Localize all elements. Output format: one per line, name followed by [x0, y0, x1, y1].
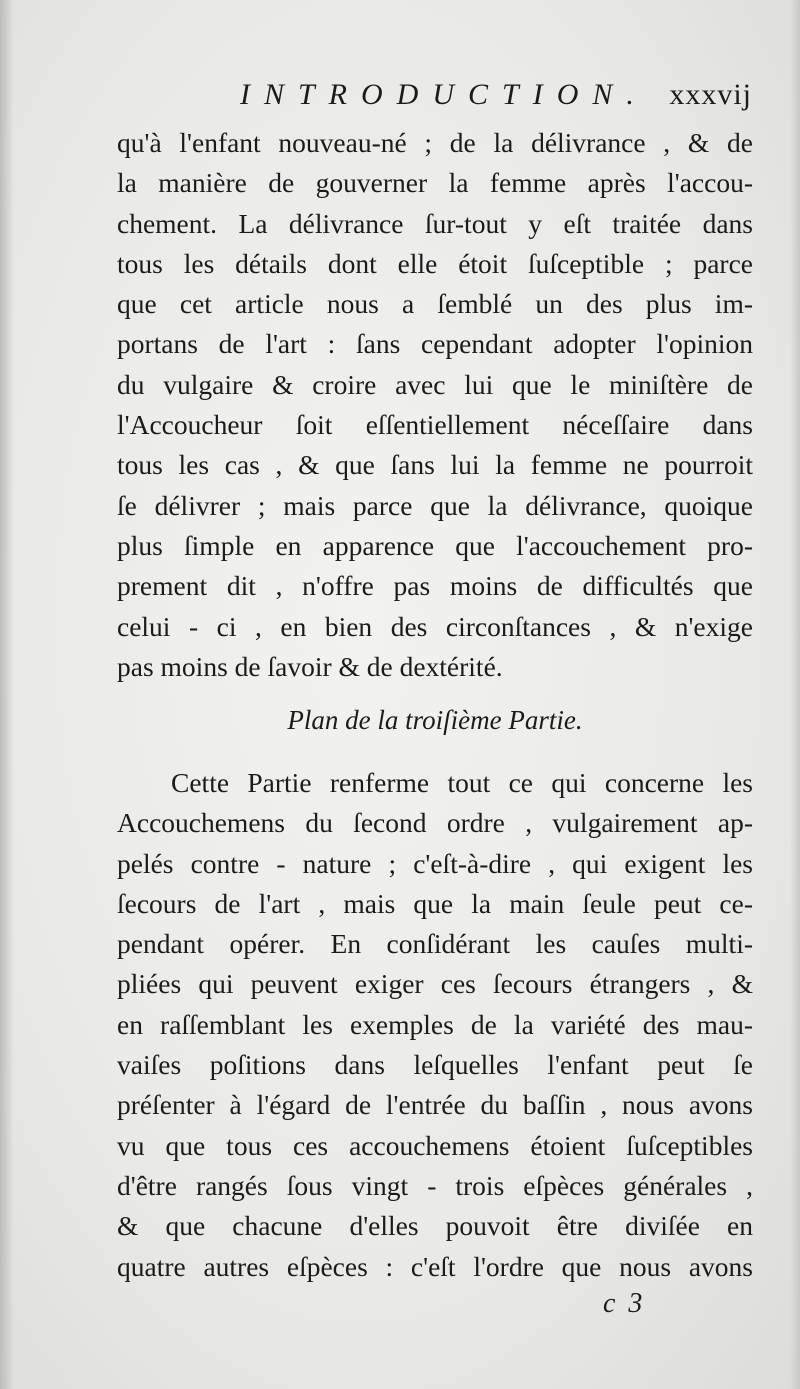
text-line: portans de l'art : ſans cependant adopter l'opinion — [117, 328, 753, 360]
text-line: & que chacune d'elles pouvoit être diviſée en — [117, 1210, 753, 1242]
text-line: tous les détails dont elle étoit ſuſceptible ; parce — [117, 247, 753, 279]
text-line: pelés contre - nature ; c'eſt-à-dire , qui exigent les — [117, 847, 753, 879]
paragraph-troisieme-partie — [117, 763, 753, 1287]
text-line: la manière de gouverner la femme après l'accou- — [117, 167, 753, 199]
text-line: Accouchemens du ſecond ordre , vulgairement ap- — [117, 807, 753, 839]
text-line: vaiſes poſitions dans leſquelles l'enfant peut ſe — [117, 1049, 753, 1081]
text-line: en raſſemblant les exemples de la variété des mau- — [117, 1008, 753, 1040]
section-heading: Plan de la troiſième Partie. — [287, 705, 583, 735]
text-line: ſe délivrer ; mais parce que la délivrance, quoique — [117, 489, 753, 521]
running-title: INTRODUCTION. — [240, 78, 648, 111]
running-head — [118, 78, 752, 118]
page-number: xxxvij — [669, 78, 752, 111]
text-line: quatre autres eſpèces : c'eſt l'ordre que nous avons — [117, 1250, 753, 1282]
signature-mark: c 3 — [603, 1288, 646, 1319]
text-line: ſecours de l'art , mais que la main ſeule peut ce- — [117, 887, 753, 919]
text-line: celui - ci , en bien des circonſtances , & n'exige — [117, 610, 753, 642]
text-line: que cet article nous a ſemblé un des plus im- — [117, 288, 753, 320]
text-line: pendant opérer. En conſidérant les cauſes multi- — [117, 928, 753, 960]
text-line: du vulgaire & croire avec lui que le miniſtère de — [117, 368, 753, 400]
text-line: préſenter à l'égard de l'entrée du baſſin , nous avons — [117, 1089, 753, 1121]
paragraph-delivrance — [117, 123, 753, 687]
text-line: d'être rangés ſous vingt - trois eſpèces générales , — [117, 1169, 753, 1201]
text-line: plus ſimple en apparence que l'accouchement pro- — [117, 529, 753, 561]
text-line: prement dit , n'offre pas moins de difficultés que — [117, 570, 753, 602]
text-line: tous les cas , & que ſans lui la femme ne pourroit — [117, 449, 753, 481]
text-line: vu que tous ces accouchemens étoient ſuſceptibles — [117, 1129, 753, 1161]
text-line: chement. La délivrance ſur-tout y eſt traitée dans — [117, 207, 753, 239]
text-line: qu'à l'enfant nouveau-né ; de la délivrance , & de — [117, 127, 753, 158]
text-line: pas moins de ſavoir & de dextérité. — [117, 650, 503, 682]
text-line: pliées qui peuvent exiger ces ſecours étrangers , & — [117, 968, 753, 1000]
text-line: Cette Partie renferme tout ce qui concerne les — [171, 767, 753, 798]
text-line: l'Accoucheur ſoit eſſentiellement néceſſaire dans — [117, 409, 753, 441]
